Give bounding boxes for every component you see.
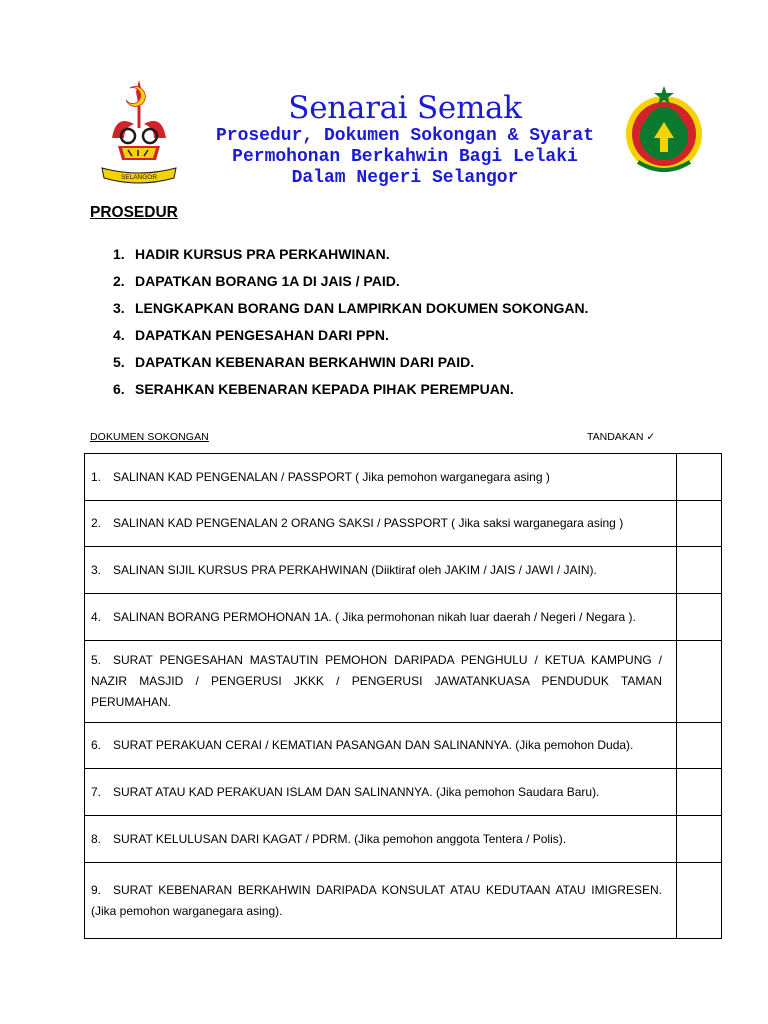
list-item — [113, 271, 588, 298]
row-number: 7. — [91, 784, 102, 799]
tick-checkbox[interactable] — [677, 816, 722, 863]
row-number: 3. — [91, 562, 102, 577]
row-number: 9. — [91, 882, 102, 897]
item-number: 1. — [113, 246, 125, 262]
table-row — [85, 641, 722, 723]
prosedur-heading: PROSEDUR — [90, 204, 178, 221]
row-description — [85, 594, 677, 641]
row-text: SURAT KEBENARAN BERKAHWIN DARIPADA KONSULAT ATAU KEDUTAAN ATAU IMIGRESEN. (Jika pemohon warganegara asing). — [91, 882, 662, 918]
row-text: SALINAN SIJIL KURSUS PRA PERKAHWINAN (Diiktiraf oleh JAKIM / JAIS / JAWI / JAIN). — [113, 562, 597, 577]
row-description — [85, 769, 677, 816]
table-row — [85, 454, 722, 501]
item-number: 5. — [113, 354, 125, 370]
item-text: SERAHKAN KEBENARAN KEPADA PIHAK PEREMPUAN. — [135, 381, 514, 397]
dokumen-heading: DOKUMEN SOKONGAN — [90, 431, 209, 443]
row-number: 5. — [91, 653, 102, 667]
tick-checkbox[interactable] — [677, 863, 722, 939]
tick-checkbox[interactable] — [677, 547, 722, 594]
row-description — [85, 816, 677, 863]
row-description — [85, 547, 677, 594]
item-text: DAPATKAN BORANG 1A DI JAIS / PAID. — [135, 273, 400, 289]
tick-column-heading: TANDAKAN ✓ — [587, 431, 656, 443]
tick-checkbox[interactable] — [677, 594, 722, 641]
row-text: SALINAN BORANG PERMOHONAN 1A. ( Jika permohonan nikah luar daerah / Negeri / Negara ). — [113, 609, 636, 624]
row-text: SALINAN KAD PENGENALAN / PASSPORT ( Jika pemohon warganegara asing ) — [113, 469, 550, 484]
list-item — [113, 379, 588, 406]
row-number: 2. — [91, 516, 102, 530]
subtitle-line-3: Dalam Negeri Selangor — [291, 168, 519, 188]
crest-ribbon-text: SELANGOR — [120, 174, 158, 181]
table-row — [85, 594, 722, 641]
item-number: 4. — [113, 327, 125, 343]
list-item — [113, 298, 588, 325]
row-number: 1. — [91, 469, 102, 484]
item-text: HADIR KURSUS PRA PERKAHWINAN. — [135, 246, 390, 262]
row-number: 6. — [91, 738, 102, 752]
table-row — [85, 547, 722, 594]
row-description — [85, 863, 677, 939]
table-row — [85, 501, 722, 547]
selangor-state-crest — [98, 78, 180, 186]
tick-checkbox[interactable] — [677, 723, 722, 769]
tick-checkbox[interactable] — [677, 641, 722, 723]
table-row — [85, 863, 722, 939]
row-text: SURAT KELULUSAN DARI KAGAT / PDRM. (Jika pemohon anggota Tentera / Polis). — [113, 831, 567, 846]
list-item — [113, 244, 588, 271]
row-description — [85, 723, 677, 769]
prosedur-list — [113, 244, 588, 406]
item-number: 2. — [113, 273, 125, 289]
row-text: SURAT PERAKUAN CERAI / KEMATIAN PASANGAN DAN SALINANNYA. (Jika pemohon Duda). — [113, 738, 634, 752]
row-number: 8. — [91, 831, 102, 846]
table-row — [85, 723, 722, 769]
document-checklist-table — [84, 453, 722, 939]
tick-checkbox[interactable] — [677, 769, 722, 816]
list-item — [113, 325, 588, 352]
row-text: SALINAN KAD PENGENALAN 2 ORANG SAKSI / PASSPORT ( Jika saksi warganegara asing ) — [113, 516, 624, 530]
table-row — [85, 769, 722, 816]
row-text: SURAT PENGESAHAN MASTAUTIN PEMOHON DARIPADA PENGHULU / KETUA KAMPUNG / NAZIR MASJID / PENGERUSI JKKK / PENGERUSI JAWATANKUASA PENDUDUK TAMAN PERUMAHAN. — [91, 653, 662, 709]
item-text: LENGKAPKAN BORANG DAN LAMPIRKAN DOKUMEN SOKONGAN. — [135, 300, 589, 316]
row-description — [85, 641, 677, 723]
list-item — [113, 352, 588, 379]
row-text: SURAT ATAU KAD PERAKUAN ISLAM DAN SALINANNYA. (Jika pemohon Saudara Baru). — [113, 784, 600, 799]
tick-checkbox[interactable] — [677, 501, 722, 547]
row-number: 4. — [91, 609, 102, 624]
subtitle-line-1: Prosedur, Dokumen Sokongan & Syarat — [215, 126, 595, 146]
tick-checkbox[interactable] — [677, 454, 722, 501]
row-description — [85, 501, 677, 547]
page-title: Senarai Semak — [288, 90, 522, 126]
item-number: 3. — [113, 300, 125, 316]
item-number: 6. — [113, 381, 125, 397]
item-text: DAPATKAN PENGESAHAN DARI PPN. — [135, 327, 389, 343]
subtitle-line-2: Permohonan Berkahwin Bagi Lelaki — [232, 147, 578, 167]
row-description — [85, 454, 677, 501]
table-row — [85, 816, 722, 863]
item-text: DAPATKAN KEBENARAN BERKAHWIN DARI PAID. — [135, 354, 475, 370]
document-title-block — [190, 90, 620, 189]
religious-department-emblem — [624, 82, 704, 186]
